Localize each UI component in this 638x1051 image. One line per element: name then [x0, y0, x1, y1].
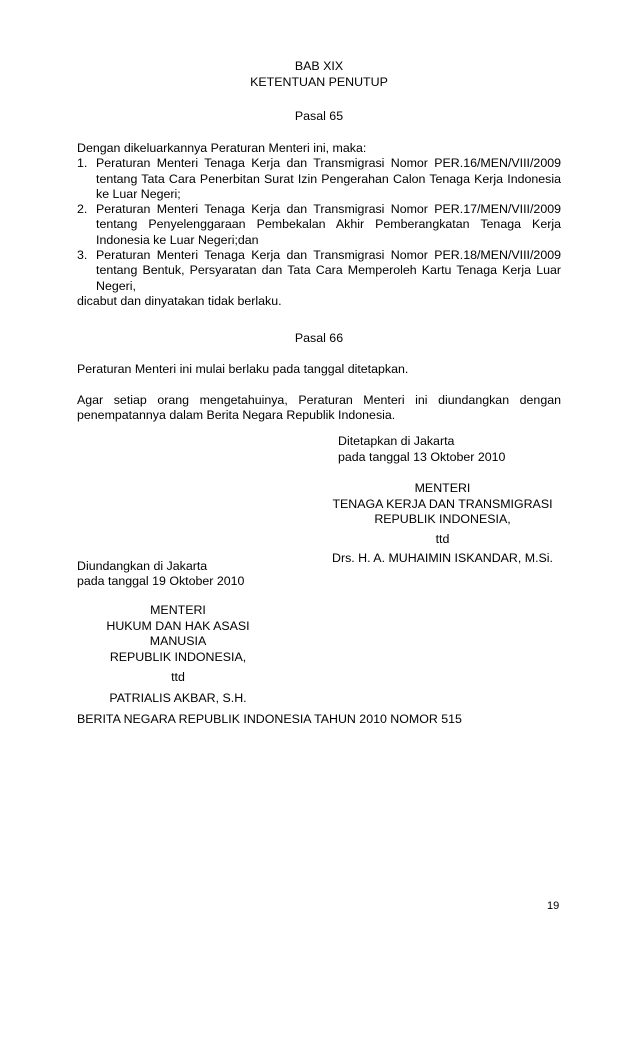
- list-item-number: 2.: [77, 202, 88, 217]
- promulgation-signatory: [77, 603, 279, 706]
- promulgation-title-3: REPUBLIK INDONESIA,: [109, 649, 247, 664]
- article-66-heading: Pasal 66: [294, 331, 344, 345]
- promulgation-title-2: HUKUM DAN HAK ASASI MANUSIA: [106, 618, 250, 648]
- article-65-closing: dicabut dan dinyatakan tidak berlaku.: [77, 293, 282, 308]
- announcement-paragraph: Agar setiap orang mengetahuinya, Peraturan Menteri ini diundangkan dengan penempatannya dalam Berita Negara Republik Indonesia.: [77, 393, 561, 423]
- promulgation-title-1: MENTERI: [150, 603, 206, 617]
- promulgation-signed: ttd: [171, 670, 185, 684]
- article-65-intro: Dengan dikeluarkannya Peraturan Menteri ini, maka:: [77, 141, 367, 155]
- list-item: [77, 202, 561, 248]
- enactment-place: Ditetapkan di Jakarta: [338, 434, 455, 448]
- gazette-reference: BERITA NEGARA REPUBLIK INDONESIA TAHUN 2010 NOMOR 515: [77, 712, 462, 726]
- enactment-title-2: TENAGA KERJA DAN TRANSMIGRASI: [332, 496, 553, 511]
- article-65-heading: Pasal 65: [294, 109, 344, 123]
- chapter-title: BAB XIX: [294, 59, 344, 73]
- enactment-date: pada tanggal 13 Oktober 2010: [338, 450, 506, 464]
- promulgation-date: pada tanggal 19 Oktober 2010: [77, 574, 245, 588]
- enactment-signatory: [300, 481, 585, 567]
- article-65-body: [77, 141, 561, 309]
- chapter-subtitle: KETENTUAN PENUTUP: [250, 75, 388, 89]
- list-item-text: Peraturan Menteri Tenaga Kerja dan Transmigrasi Nomor PER.17/MEN/VIII/2009 tentang Penyelenggaraan Pembekalan Akhir Pemberangkatan Tenaga Kerja Indonesia ke Luar Negeri;dan: [96, 202, 561, 247]
- promulgation-place: Diundangkan di Jakarta: [77, 559, 208, 573]
- list-item-text: Peraturan Menteri Tenaga Kerja dan Transmigrasi Nomor PER.16/MEN/VIII/2009 tentang Tata Cara Penerbitan Surat Izin Pengerahan Calon Tenaga Kerja Indonesia ke Luar Negeri;: [96, 156, 561, 201]
- enactment-title-3: REPUBLIK INDONESIA,: [374, 512, 511, 526]
- list-item-number: 3.: [77, 248, 88, 263]
- list-item-text: Peraturan Menteri Tenaga Kerja dan Transmigrasi Nomor PER.18/MEN/VIII/2009 tentang Bentuk, Persyaratan dan Tata Cara Memperoleh Kartu Tenaga Kerja Luar Negeri,: [96, 248, 561, 293]
- list-item-number: 1.: [77, 156, 88, 171]
- article-66-text: Peraturan Menteri ini mulai berlaku pada tanggal ditetapkan.: [77, 362, 409, 376]
- page-number: 19: [547, 900, 560, 912]
- enactment-title-1: MENTERI: [414, 481, 471, 495]
- enactment-signatory-name: Drs. H. A. MUHAIMIN ISKANDAR, M.Si.: [332, 551, 553, 565]
- list-item: [77, 248, 561, 294]
- list-item: [77, 156, 561, 202]
- enactment-signed: ttd: [435, 531, 450, 546]
- promulgation-signatory-name: PATRIALIS AKBAR, S.H.: [109, 690, 247, 705]
